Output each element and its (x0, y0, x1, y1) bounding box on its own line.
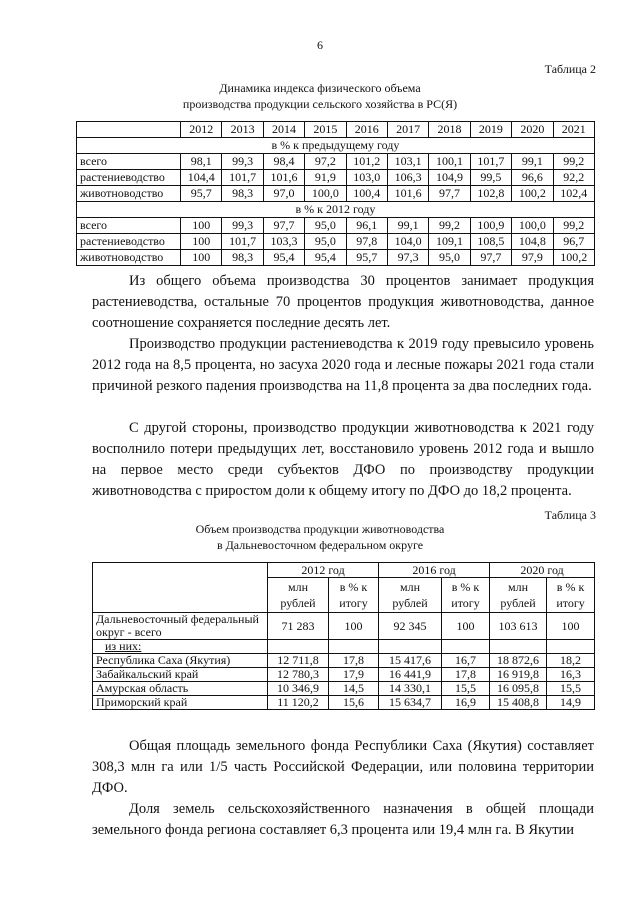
table3-unit: млн рублей (490, 578, 547, 613)
table2-year: 2016 (346, 122, 387, 138)
value-cell: 17,8 (329, 654, 379, 668)
value-cell: 95,4 (263, 250, 304, 266)
table3-title-line1: Объем производства продукции животноводства (195, 522, 445, 536)
value-cell: 100 (442, 613, 490, 640)
row-name: Дальневосточный федеральный округ - всего (93, 613, 268, 640)
value-cell: 10 346,9 (268, 682, 329, 696)
row-name: всего (77, 218, 181, 234)
value-cell: 12 711,8 (268, 654, 329, 668)
value-cell: 95,7 (181, 186, 222, 202)
table-row (77, 170, 595, 186)
table2-corner-cell (77, 122, 181, 138)
value-cell: 101,7 (222, 170, 263, 186)
value-cell: 99,1 (512, 154, 553, 170)
value-cell: 91,9 (305, 170, 346, 186)
table3-rows (93, 613, 595, 710)
value-cell: 97,9 (512, 250, 553, 266)
table-row (93, 668, 595, 682)
value-cell: 95,0 (429, 250, 470, 266)
value-cell: 98,4 (263, 154, 304, 170)
value-cell: 14,9 (547, 696, 595, 710)
table2-year: 2018 (429, 122, 470, 138)
value-cell: 17,9 (329, 668, 379, 682)
value-cell: 15 408,8 (490, 696, 547, 710)
value-cell: 103,1 (387, 154, 428, 170)
table3-empty-cell (442, 640, 490, 654)
value-cell: 15,5 (442, 682, 490, 696)
table3-year: 2012 год (268, 563, 379, 578)
paragraph: Производство продукции растениеводства к 2019 году превысило уровень 2012 года на 8,5 процента, но засуха 2020 года и лесные пожары 2021 года стали причиной резкого падения производства на 11,8 процента за два последних года. (92, 336, 594, 394)
table-row (77, 218, 595, 234)
value-cell: 71 283 (268, 613, 329, 640)
value-cell: 100 (181, 234, 222, 250)
table3-empty-cell (490, 640, 547, 654)
value-cell: 99,1 (387, 218, 428, 234)
value-cell: 100,0 (305, 186, 346, 202)
value-cell: 16 095,8 (490, 682, 547, 696)
table-row (93, 654, 595, 668)
table2-year: 2017 (387, 122, 428, 138)
value-cell: 106,3 (387, 170, 428, 186)
table3-year: 2016 год (379, 563, 490, 578)
table3 (92, 562, 595, 710)
value-cell: 99,2 (553, 218, 594, 234)
table2-section-row (77, 202, 595, 218)
value-cell: 103,3 (263, 234, 304, 250)
table2-rows1 (77, 154, 595, 202)
value-cell: 16 441,9 (379, 668, 442, 682)
paragraph: Общая площадь земельного фонда Республики Саха (Якутия) составляет 308,3 млн га или 1/5 часть Российской Федерации, или половина территории ДФО. (92, 738, 594, 796)
value-cell: 96,1 (346, 218, 387, 234)
value-cell: 99,3 (222, 218, 263, 234)
table2-section-title: в % к 2012 году (77, 202, 595, 218)
paragraph: С другой стороны, производство продукции животноводства к 2021 году восполнило потери предыдущих лет, восстановило уровень 2012 года и вышло на первое место среди субъектов ДФО по производству продукции животноводства с приростом доли к общему итогу по ДФО до 18,2 процента. (92, 420, 594, 499)
row-name: животноводство (77, 186, 181, 202)
value-cell: 16,3 (547, 668, 595, 682)
row-name: всего (77, 154, 181, 170)
table2-year: 2015 (305, 122, 346, 138)
table3-year-row (93, 563, 595, 578)
row-name: Амурская область (93, 682, 268, 696)
value-cell: 18 872,6 (490, 654, 547, 668)
row-name: Забайкальский край (93, 668, 268, 682)
table2 (76, 121, 595, 266)
value-cell: 16,7 (442, 654, 490, 668)
row-name: животноводство (77, 250, 181, 266)
value-cell: 109,1 (429, 234, 470, 250)
value-cell: 97,0 (263, 186, 304, 202)
value-cell: 97,7 (429, 186, 470, 202)
value-cell: 100,9 (470, 218, 511, 234)
table2-rows2 (77, 218, 595, 266)
value-cell: 99,2 (429, 218, 470, 234)
value-cell: 100,2 (553, 250, 594, 266)
value-cell: 97,8 (346, 234, 387, 250)
table2-year: 2021 (553, 122, 594, 138)
table2-header-row (77, 122, 595, 138)
value-cell: 15,5 (547, 682, 595, 696)
table-row (77, 186, 595, 202)
row-name: Приморский край (93, 696, 268, 710)
value-cell: 97,7 (470, 250, 511, 266)
table3-unit: в % к итогу (547, 578, 595, 613)
value-cell: 98,1 (181, 154, 222, 170)
value-cell: 101,6 (263, 170, 304, 186)
value-cell: 97,7 (263, 218, 304, 234)
page-number: 6 (317, 38, 323, 52)
table-row (77, 250, 595, 266)
table2-section-row (77, 138, 595, 154)
value-cell: 100 (329, 613, 379, 640)
table3-empty-cell (268, 640, 329, 654)
table2-label: Таблица 2 (544, 62, 596, 76)
table3-unit: млн рублей (379, 578, 442, 613)
value-cell: 99,3 (222, 154, 263, 170)
value-cell: 14,5 (329, 682, 379, 696)
table2-year: 2013 (222, 122, 263, 138)
value-cell: 100 (547, 613, 595, 640)
table3-unit: в % к итогу (442, 578, 490, 613)
value-cell: 101,7 (470, 154, 511, 170)
value-cell: 102,4 (553, 186, 594, 202)
value-cell: 98,3 (222, 250, 263, 266)
table3-subheader-row (93, 640, 595, 654)
table-row (93, 613, 595, 640)
table2-title-line1: Динамика индекса физического объема (219, 81, 421, 95)
table3-empty-cell (379, 640, 442, 654)
table-row (93, 682, 595, 696)
value-cell: 92 345 (379, 613, 442, 640)
value-cell: 99,5 (470, 170, 511, 186)
row-name: растениеводство (77, 234, 181, 250)
value-cell: 103 613 (490, 613, 547, 640)
table3-subheader: из них: (93, 640, 268, 654)
value-cell: 95,7 (346, 250, 387, 266)
table3-label: Таблица 3 (544, 508, 596, 522)
value-cell: 108,5 (470, 234, 511, 250)
value-cell: 100 (181, 250, 222, 266)
table3-empty-cell (329, 640, 379, 654)
table2-year: 2012 (181, 122, 222, 138)
value-cell: 101,2 (346, 154, 387, 170)
value-cell: 96,7 (553, 234, 594, 250)
value-cell: 97,2 (305, 154, 346, 170)
value-cell: 104,0 (387, 234, 428, 250)
table2-title-line2: производства продукции сельского хозяйства в РС(Я) (182, 97, 458, 111)
value-cell: 15 634,7 (379, 696, 442, 710)
paragraph: Доля земель сельскохозяйственного назначения в общей площади земельного фонда региона составляет 6,3 процента или 19,4 млн га. В Якутии (92, 801, 594, 838)
value-cell: 15 417,6 (379, 654, 442, 668)
value-cell: 103,0 (346, 170, 387, 186)
row-name: растениеводство (77, 170, 181, 186)
row-name: Республика Саха (Якутия) (93, 654, 268, 668)
table3-unit: млн рублей (268, 578, 329, 613)
table2-year: 2019 (470, 122, 511, 138)
value-cell: 16,9 (442, 696, 490, 710)
value-cell: 12 780,3 (268, 668, 329, 682)
table-row (77, 234, 595, 250)
value-cell: 104,9 (429, 170, 470, 186)
value-cell: 102,8 (470, 186, 511, 202)
value-cell: 11 120,2 (268, 696, 329, 710)
value-cell: 100,2 (512, 186, 553, 202)
value-cell: 100 (181, 218, 222, 234)
value-cell: 92,2 (553, 170, 594, 186)
value-cell: 95,0 (305, 234, 346, 250)
table-row (93, 696, 595, 710)
value-cell: 100,0 (512, 218, 553, 234)
value-cell: 101,7 (222, 234, 263, 250)
value-cell: 104,8 (512, 234, 553, 250)
value-cell: 95,0 (305, 218, 346, 234)
value-cell: 96,6 (512, 170, 553, 186)
table-row (77, 154, 595, 170)
value-cell: 18,2 (547, 654, 595, 668)
value-cell: 97,3 (387, 250, 428, 266)
value-cell: 16 919,8 (490, 668, 547, 682)
paragraph: Из общего объема производства 30 процентов занимает продукция растениеводства, остальные 70 процентов продукция животноводства, данное соотношение сохраняется последние десять лет. (92, 273, 594, 331)
value-cell: 95,4 (305, 250, 346, 266)
value-cell: 15,6 (329, 696, 379, 710)
table2-year: 2020 (512, 122, 553, 138)
value-cell: 98,3 (222, 186, 263, 202)
table2-year: 2014 (263, 122, 304, 138)
value-cell: 100,1 (429, 154, 470, 170)
table3-corner-cell (93, 563, 268, 613)
value-cell: 101,6 (387, 186, 428, 202)
table3-title-line2: в Дальневосточном федеральном округе (216, 538, 424, 552)
value-cell: 100,4 (346, 186, 387, 202)
table2-section-title: в % к предыдущему году (77, 138, 595, 154)
value-cell: 99,2 (553, 154, 594, 170)
table3-year: 2020 год (490, 563, 595, 578)
value-cell: 17,8 (442, 668, 490, 682)
value-cell: 14 330,1 (379, 682, 442, 696)
value-cell: 104,4 (181, 170, 222, 186)
table3-empty-cell (547, 640, 595, 654)
table3-unit: в % к итогу (329, 578, 379, 613)
